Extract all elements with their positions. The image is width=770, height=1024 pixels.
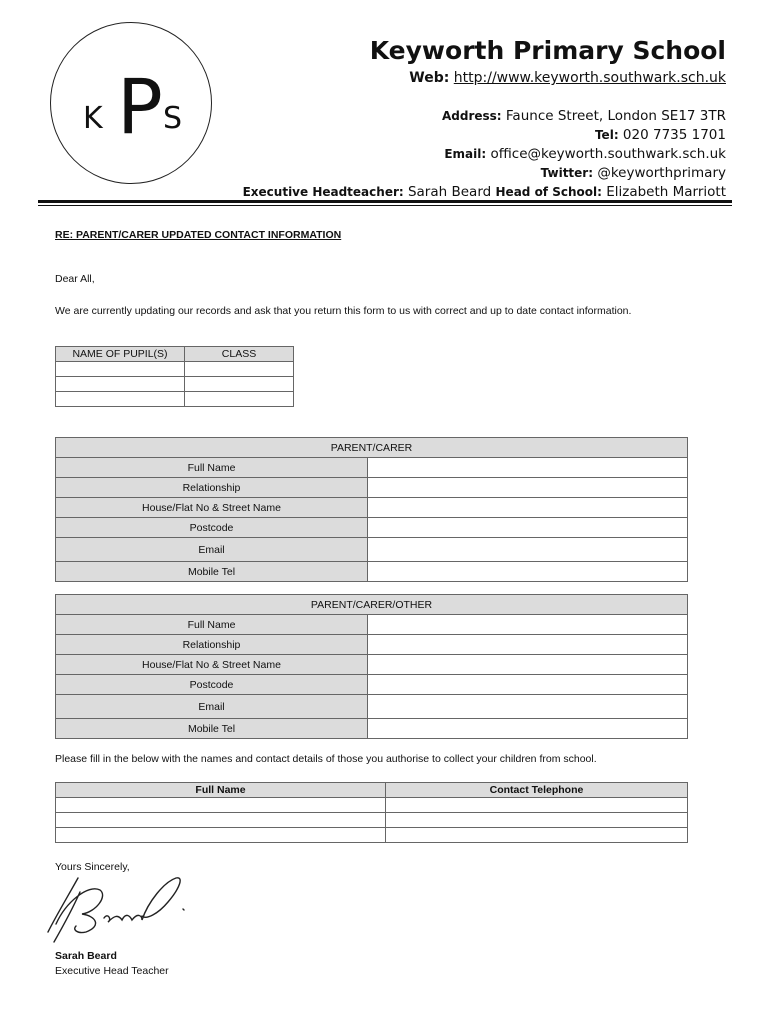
field-label: Full Name — [56, 458, 368, 478]
collector-phone-cell[interactable] — [386, 798, 688, 813]
signature-image — [38, 872, 198, 947]
full-name-field[interactable] — [368, 615, 688, 635]
pupil-name-cell[interactable] — [56, 377, 185, 392]
postcode-field[interactable] — [368, 675, 688, 695]
exec-label: Executive Headteacher: — [242, 185, 404, 199]
table-row — [56, 392, 294, 407]
web-label: Web: — [409, 70, 450, 86]
address-value: Faunce Street, London SE17 3TR — [505, 108, 726, 124]
address-label: Address: — [442, 109, 502, 123]
field-label: House/Flat No & Street Name — [56, 498, 368, 518]
class-header: CLASS — [185, 347, 294, 362]
class-cell[interactable] — [185, 377, 294, 392]
twitter-line — [541, 165, 726, 181]
pupil-table — [55, 346, 294, 407]
relationship-field[interactable] — [368, 478, 688, 498]
web-link[interactable]: http://www.keyworth.southwark.sch.uk — [453, 70, 726, 86]
signer-title: Executive Head Teacher — [55, 965, 169, 977]
email-field[interactable] — [368, 538, 688, 562]
pupil-name-cell[interactable] — [56, 392, 185, 407]
field-label: Relationship — [56, 478, 368, 498]
subject-line: RE: PARENT/CARER UPDATED CONTACT INFORMATION — [55, 229, 342, 241]
full-name-field[interactable] — [368, 458, 688, 478]
pupil-name-cell[interactable] — [56, 362, 185, 377]
field-label: House/Flat No & Street Name — [56, 655, 368, 675]
postcode-field[interactable] — [368, 518, 688, 538]
email-line — [444, 146, 726, 162]
class-cell[interactable] — [185, 362, 294, 377]
parent-carer-other-table — [55, 594, 688, 739]
collector-phone-cell[interactable] — [386, 813, 688, 828]
relationship-field[interactable] — [368, 635, 688, 655]
collector-phone-cell[interactable] — [386, 828, 688, 843]
email-value[interactable]: office@keyworth.southwark.sch.uk — [490, 146, 726, 162]
parent-carer-title: PARENT/CARER — [56, 438, 688, 458]
address-field[interactable] — [368, 498, 688, 518]
closing: Yours Sincerely, — [55, 861, 130, 873]
hos-label: Head of School: — [495, 185, 602, 199]
field-label: Mobile Tel — [56, 719, 368, 739]
collector-name-cell[interactable] — [56, 798, 386, 813]
field-label: Full Name — [56, 615, 368, 635]
tel-line — [595, 127, 726, 143]
school-name: Keyworth Primary School — [369, 36, 726, 65]
email-label: Email: — [444, 147, 487, 161]
field-label: Email — [56, 695, 368, 719]
table-row — [56, 813, 688, 828]
address-field[interactable] — [368, 655, 688, 675]
school-logo — [50, 22, 212, 184]
web-line — [409, 70, 726, 86]
field-label: Postcode — [56, 518, 368, 538]
tel-label: Tel: — [594, 128, 619, 142]
field-label: Mobile Tel — [56, 562, 368, 582]
parent-carer-other-title: PARENT/CARER/OTHER — [56, 595, 688, 615]
logo-letter-s: S — [163, 101, 183, 136]
hos-name: Elizabeth Marriott — [606, 184, 726, 200]
headteacher-line — [243, 184, 726, 200]
authorise-instructions: Please fill in the below with the names and contact details of those you authorise to collect your children from school. — [55, 753, 597, 765]
field-label: Email — [56, 538, 368, 562]
contact-telephone-header: Contact Telephone — [386, 783, 688, 798]
authorised-collectors-table — [55, 782, 688, 843]
field-label: Relationship — [56, 635, 368, 655]
table-row — [56, 377, 294, 392]
table-row — [56, 798, 688, 813]
tel-value: 020 7735 1701 — [622, 127, 726, 143]
intro-paragraph: We are currently updating our records and ask that you return this form to us with correct and up to date contact information. — [55, 305, 632, 317]
greeting: Dear All, — [55, 273, 95, 285]
address-line — [442, 108, 726, 124]
header-rule-thin — [38, 205, 732, 206]
mobile-field[interactable] — [368, 562, 688, 582]
header-rule-thick — [38, 200, 732, 203]
email-field[interactable] — [368, 695, 688, 719]
collector-name-cell[interactable] — [56, 828, 386, 843]
signer-name: Sarah Beard — [55, 950, 117, 962]
exec-name: Sarah Beard — [407, 184, 492, 200]
twitter-label: Twitter: — [540, 166, 594, 180]
collector-name-cell[interactable] — [56, 813, 386, 828]
twitter-value: @keyworthprimary — [597, 165, 726, 181]
full-name-header: Full Name — [56, 783, 386, 798]
class-cell[interactable] — [185, 392, 294, 407]
logo-letter-k: K — [83, 101, 103, 136]
logo-letter-p: P — [117, 62, 163, 151]
mobile-field[interactable] — [368, 719, 688, 739]
parent-carer-table — [55, 437, 688, 582]
table-row — [56, 828, 688, 843]
field-label: Postcode — [56, 675, 368, 695]
table-row — [56, 362, 294, 377]
pupil-name-header: NAME OF PUPIL(S) — [56, 347, 185, 362]
